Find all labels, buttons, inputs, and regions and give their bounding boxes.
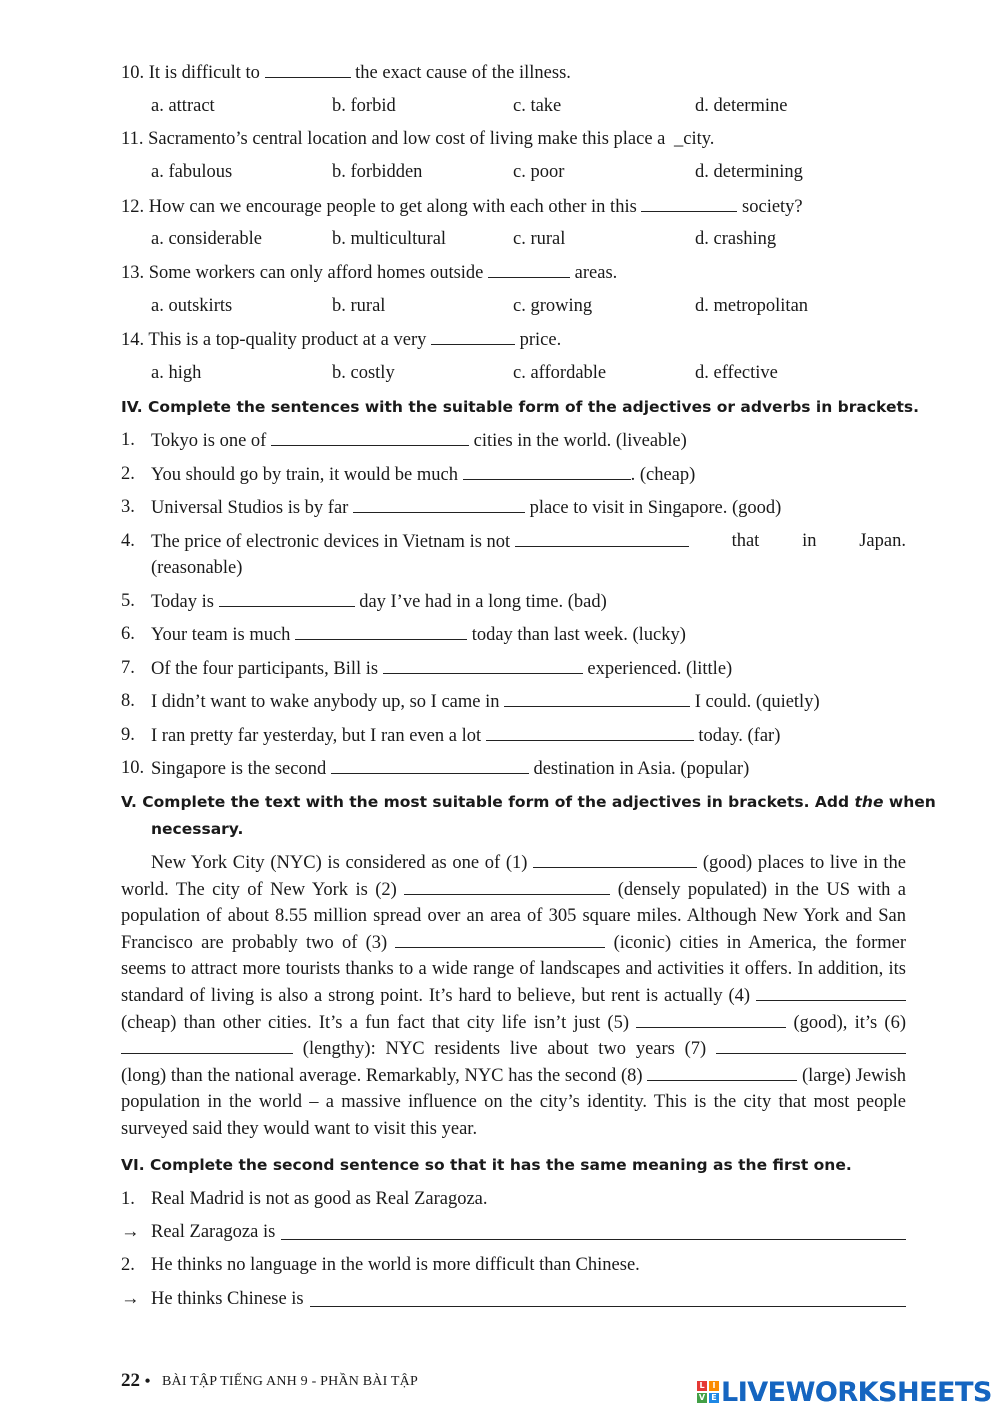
q14-option-c[interactable]: c. affordable [513, 363, 607, 383]
vi-1-answer-line [151, 1220, 906, 1244]
nyc-text-4: (iconic) cities in America, the former seems to attract more tourists thanks to a wide range of landscapes and activities it offers. In addition, its standard of living is also a strong point. It’s hard to believe, but rent is actually (4) [121, 932, 906, 1006]
q13-stem [121, 260, 617, 285]
logo-mark-icon [697, 1381, 719, 1403]
iv-10-after: destination in Asia. (popular) [533, 759, 750, 779]
section-v-heading-the: the [854, 793, 884, 811]
iv-4-word-in: in [802, 531, 817, 551]
q10-text-before: 10. It is difficult to [121, 63, 260, 83]
q14-option-a[interactable]: a. high [151, 363, 202, 383]
iv-2-number: 2. [121, 464, 135, 484]
q10-option-a[interactable]: a. attract [151, 96, 215, 116]
nyc-blank-3[interactable] [395, 931, 605, 948]
iv-4-sentence [151, 529, 906, 580]
vi-1-sentence: Real Madrid is not as good as Real Zaragoza. [151, 1189, 488, 1209]
nyc-text-2: (good) places to live in the world. The city of New York is (2) [121, 853, 907, 900]
logo-letter-v: V [698, 1393, 706, 1402]
nyc-blank-5[interactable] [636, 1011, 786, 1028]
iv-4-before: The price of electronic devices in Vietnam is not [151, 532, 511, 552]
q10-option-d[interactable]: d. determine [695, 96, 788, 116]
iv-4-word-japan: Japan. [859, 531, 906, 551]
iv-10-number: 10. [121, 758, 145, 778]
nyc-text-9: (large) Jewish population in the world – a massive influence on the city’s identity. This is the city that most people surveyed said they would want to visit this year. [121, 1065, 907, 1139]
q13-option-a[interactable]: a. outskirts [151, 296, 233, 316]
iv-9-before: I ran pretty far yesterday, but I ran even a lot [151, 726, 482, 746]
iv-7-before: Of the four participants, Bill is [151, 659, 379, 679]
footer-book-title: BÀI TẬP TIẾNG ANH 9 - PHẦN BÀI TẬP [162, 1374, 418, 1389]
iv-7-sentence [151, 656, 732, 681]
q12-stem [121, 194, 803, 219]
iv-4-blank[interactable] [515, 529, 689, 547]
q12-text-after: society? [742, 197, 803, 217]
q10-option-c[interactable]: c. take [513, 96, 562, 116]
iv-8-number: 8. [121, 691, 135, 711]
iv-7-number: 7. [121, 658, 135, 678]
q11-text-after: _city. [674, 129, 715, 149]
q12-blank[interactable] [641, 194, 737, 212]
page-number-value: 22 [121, 1370, 140, 1391]
logo-letter-e: E [709, 1393, 719, 1403]
nyc-blank-8[interactable] [647, 1064, 797, 1081]
iv-1-before: Tokyo is one of [151, 431, 267, 451]
iv-6-number: 6. [121, 624, 135, 644]
vi-2-sentence: He thinks no language in the world is more difficult than Chinese. [151, 1255, 640, 1275]
iv-6-blank[interactable] [295, 622, 467, 640]
iv-8-before: I didn’t want to wake anybody up, so I came in [151, 692, 500, 712]
q11-option-b[interactable]: b. forbidden [332, 162, 423, 182]
vi-2-number: 2. [121, 1255, 135, 1275]
page-number [121, 1370, 150, 1392]
nyc-blank-2[interactable] [404, 878, 610, 895]
iv-10-sentence [151, 756, 749, 781]
nyc-blank-1[interactable] [533, 851, 697, 868]
iv-7-after: experienced. (little) [587, 659, 733, 679]
q12-option-c[interactable]: c. rural [513, 229, 566, 249]
iv-9-number: 9. [121, 725, 135, 745]
vi-1-answer-blank[interactable] [281, 1220, 906, 1240]
iv-3-before: Universal Studios is by far [151, 498, 349, 518]
q12-option-d[interactable]: d. crashing [695, 229, 777, 249]
q14-option-d[interactable]: d. effective [695, 363, 778, 383]
iv-2-sentence [151, 462, 695, 487]
iv-2-before: You should go by train, it would be much [151, 465, 458, 485]
q10-option-b[interactable]: b. forbid [332, 96, 396, 116]
iv-6-before: Your team is much [151, 625, 291, 645]
q13-option-b[interactable]: b. rural [332, 296, 386, 316]
iv-3-blank[interactable] [353, 495, 525, 513]
q11-option-a[interactable]: a. fabulous [151, 162, 233, 182]
iv-3-after: place to visit in Singapore. (good) [529, 498, 782, 518]
nyc-text-8: (long) than the national average. Remarkably, NYC has the second (8) [121, 1065, 643, 1086]
iv-3-number: 3. [121, 497, 135, 517]
section-vi-heading: VI. Complete the second sentence so that it has the same meaning as the first one. [121, 1156, 852, 1174]
iv-5-after: day I’ve had in a long time. (bad) [359, 592, 607, 612]
iv-8-sentence [151, 689, 820, 714]
section-v-heading-line2: necessary. [151, 820, 244, 838]
iv-10-blank[interactable] [331, 756, 529, 774]
q14-stem [121, 327, 561, 352]
q11-stem [121, 127, 714, 151]
q10-stem [121, 60, 571, 85]
q11-option-c[interactable]: c. poor [513, 162, 565, 182]
nyc-paragraph [121, 850, 906, 1143]
iv-8-after: I could. (quietly) [694, 692, 820, 712]
q13-option-c[interactable]: c. growing [513, 296, 593, 316]
nyc-text-3: (densely populated) in the US with a population of about 8.55 million spread over an area of 305 square miles. Although New York and San Francisco are probably two of (3) [121, 879, 906, 953]
iv-5-before: Today is [151, 592, 214, 612]
q14-blank[interactable] [431, 327, 515, 345]
q10-blank[interactable] [265, 60, 351, 78]
nyc-text-6: (good), it’s (6) [793, 1012, 907, 1033]
q12-option-b[interactable]: b. multicultural [332, 229, 447, 249]
iv-2-after: . (cheap) [630, 465, 696, 485]
section-iv-heading: IV. Complete the sentences with the suitable form of the adjectives or adverbs in brackets. [121, 398, 919, 416]
section-v-heading-text: V. Complete the text with the most suitable form of the adjectives in brackets. Add [121, 793, 850, 811]
q13-option-d[interactable]: d. metropolitan [695, 296, 809, 316]
iv-3-sentence [151, 495, 781, 520]
iv-6-sentence [151, 622, 686, 647]
iv-5-sentence [151, 589, 607, 614]
iv-9-after: today. (far) [698, 726, 781, 746]
liveworksheets-logo[interactable] [697, 1374, 992, 1410]
nyc-text-5: (cheap) than other cities. It’s a fun fact that city life isn’t just (5) [121, 1012, 629, 1033]
iv-4-hint: (reasonable) [151, 558, 243, 578]
q14-text-after: price. [519, 330, 562, 350]
vi-1-prompt: Real Zaragoza is [151, 1222, 276, 1242]
vi-1-arrow: → [121, 1222, 140, 1242]
iv-1-blank[interactable] [271, 428, 469, 446]
q14-option-b[interactable]: b. costly [332, 363, 395, 383]
vi-2-arrow: → [121, 1289, 140, 1309]
iv-5-number: 5. [121, 591, 135, 611]
nyc-blank-7[interactable] [716, 1037, 906, 1054]
nyc-text-1: New York City (NYC) is considered as one of (1) [151, 853, 528, 873]
iv-10-before: Singapore is the second [151, 759, 327, 779]
q13-text-after: areas. [574, 263, 618, 283]
logo-letter-l: L [697, 1381, 707, 1391]
iv-1-number: 1. [121, 430, 135, 450]
q13-blank[interactable] [488, 260, 570, 278]
iv-1-after: cities in the world. (liveable) [473, 431, 687, 451]
iv-9-blank[interactable] [486, 723, 694, 741]
vi-2-answer-blank[interactable] [310, 1287, 906, 1307]
iv-4-word-that: that [731, 531, 760, 551]
iv-2-blank[interactable] [463, 462, 631, 480]
q13-text-before: 13. Some workers can only afford homes outside [121, 263, 484, 283]
iv-9-sentence [151, 723, 780, 748]
q11-option-d[interactable]: d. determining [695, 162, 803, 182]
vi-1-number: 1. [121, 1189, 135, 1209]
q12-text-before: 12. How can we encourage people to get along with each other in this [121, 197, 637, 217]
q11-text-before: 11. Sacramento’s central location and low cost of living make this place a [121, 129, 666, 149]
q12-option-a[interactable]: a. considerable [151, 229, 262, 249]
iv-5-blank[interactable] [219, 589, 355, 607]
iv-8-blank[interactable] [504, 689, 690, 707]
nyc-blank-6[interactable] [121, 1037, 293, 1054]
footer-bullet: • [144, 1373, 151, 1390]
vi-2-answer-line [151, 1287, 906, 1311]
vi-2-prompt: He thinks Chinese is [151, 1289, 304, 1309]
q10-text-after: the exact cause of the illness. [355, 63, 571, 83]
section-v-heading-when: when [888, 793, 936, 811]
logo-letter-i: I [709, 1381, 719, 1391]
iv-7-blank[interactable] [383, 656, 583, 674]
iv-6-after: today than last week. (lucky) [471, 625, 686, 645]
logo-wordmark: LIVEWORKSHEETS [721, 1376, 992, 1408]
nyc-blank-4[interactable] [756, 984, 906, 1001]
section-v-heading [121, 789, 936, 815]
iv-1-sentence [151, 428, 687, 453]
nyc-text-7: (lengthy): NYC residents live about two years (7) [302, 1039, 707, 1060]
iv-4-number: 4. [121, 531, 135, 551]
q14-text-before: 14. This is a top-quality product at a very [121, 330, 427, 350]
